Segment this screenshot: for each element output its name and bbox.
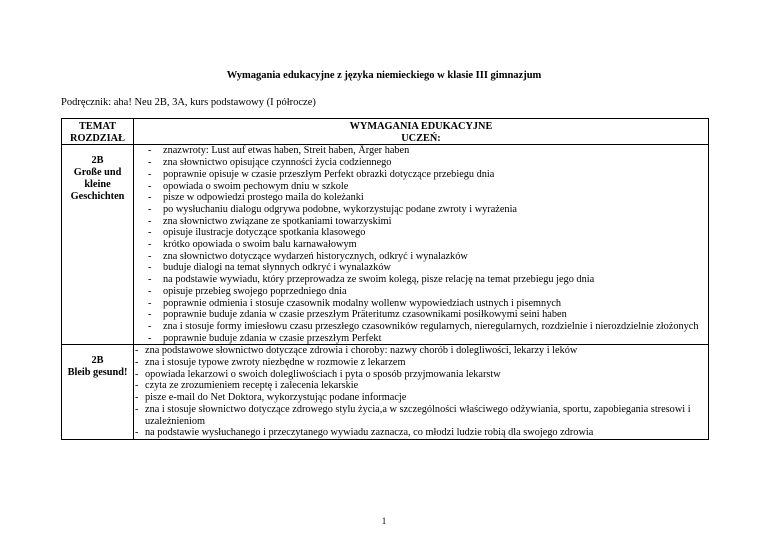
table-row [62,345,709,440]
header-topic-line1: TEMAT [79,121,116,132]
list-item: - zna i stosuje typowe zwroty niezbędne w rozmowie z lekarzem [135,357,406,369]
list-item: - zna słownictwo opisujące czynności życia codziennego [148,157,392,169]
list-item: - po wysłuchaniu dialogu odgrywa podobne, wykorzystując podane zwroty i wyrażenia [148,203,518,215]
header-req-line1: WYMAGANIA EDUKACYJNE [349,121,493,132]
list-item: - poprawnie odmienia i stosuje czasownik modalny wollenw wypowiedziach ustnych i pisemnych [148,297,562,309]
section-title-line: Bleib gesund! [67,367,128,379]
list-item: - opisuje ilustracje dotyczące spotkania klasowego [148,227,366,239]
list-item: - opowiada o swoim pechowym dniu w szkole [148,180,349,192]
list-item: - zna i stosuje formy imiesłowu czasu przeszłego czasowników regularnych, nieregularnych, rozdzielnie i nierozdzielnie złożonych [148,320,699,332]
list-item: - buduje dialogi na temat słynnych odkryć i wynalazków [148,262,391,274]
list-item: - poprawnie buduje zdania w czasie przeszłym Perfekt [148,332,382,344]
section-title-line: Geschichten [70,190,125,202]
list-item: - zna podstawowe słownictwo dotyczące zdrowia i choroby: nazwy chorób i dolegliwości, lekarzy i leków [135,345,578,357]
list-item: - pisze w odpowiedzi prostego maila do koleżanki [148,192,364,204]
requirements-list [134,145,708,344]
header-req-line2: UCZEŃ: [401,132,441,144]
list-item: - pisze e-mail do Net Doktora, wykorzystując podane informacje [135,392,407,404]
section-requirements-cell [134,145,709,345]
list-item: - znazwroty: Lust auf etwas haben, Streit haben, Ärger haben [148,145,410,157]
section-topic-cell [62,345,134,440]
list-item: - poprawnie buduje zdania w czasie przeszłym Präteritumz czasownikami posiłkowymi seini haben [148,309,567,321]
header-requirements [134,119,709,145]
section-unit: 2B [91,155,104,167]
list-item: - na podstawie wysłuchanego i przeczytanego wywiadu zaznacza, co młodzi ludzie robią dla swojego zdrowia [135,427,594,439]
requirements-table [61,118,709,440]
textbook-line: Podręcznik: aha! Neu 2B, 3A, kurs podstawowy (I półrocze) [61,97,316,108]
list-item: - opowiada lekarzowi o swoich dolegliwościach i pyta o sposób przyjmowania lekarstw [135,368,501,380]
section-title-line: Große und [73,167,122,179]
list-item: - zna słownictwo związane ze spotkaniami towarzyskimi [148,215,392,227]
document-title: Wymagania edukacyjne z języka niemieckiego w klasie III gimnazjum [226,70,542,81]
header-topic-line2: ROZDZIAŁ [70,132,125,144]
list-item: - opisuje przebieg swojego poprzedniego dnia [148,285,347,297]
list-item: - czyta ze zrozumieniem receptę i zalecenia lekarskie [135,380,359,392]
list-item: - poprawnie opisuje w czasie przeszłym Perfekt obrazki dotyczące przebiegu dnia [148,168,495,180]
list-item: - zna i stosuje słownictwo dotyczące zdrowego stylu życia,a w szczególności właściwego odżywiania, sportu, zapobiegania stresowi i uzależnieniom [135,403,691,427]
list-item: - krótko opowiada o swoim balu karnawałowym [148,239,357,251]
requirements-list [134,345,708,439]
section-unit: 2B [91,355,104,367]
list-item: - zna słownictwo dotyczące wydarzeń historycznych, odkryć i wynalazków [148,250,468,262]
table-header-row [62,119,709,145]
section-topic-cell [62,145,134,345]
table-row [62,145,709,345]
header-topic [62,119,134,145]
list-item: - na podstawie wywiadu, który przeprowadza ze swoim kolegą, pisze relację na temat przebiegu jego dnia [148,274,595,286]
page-number: 1 [381,516,387,526]
section-title-line: kleine [84,178,111,190]
section-requirements-cell [134,345,709,440]
